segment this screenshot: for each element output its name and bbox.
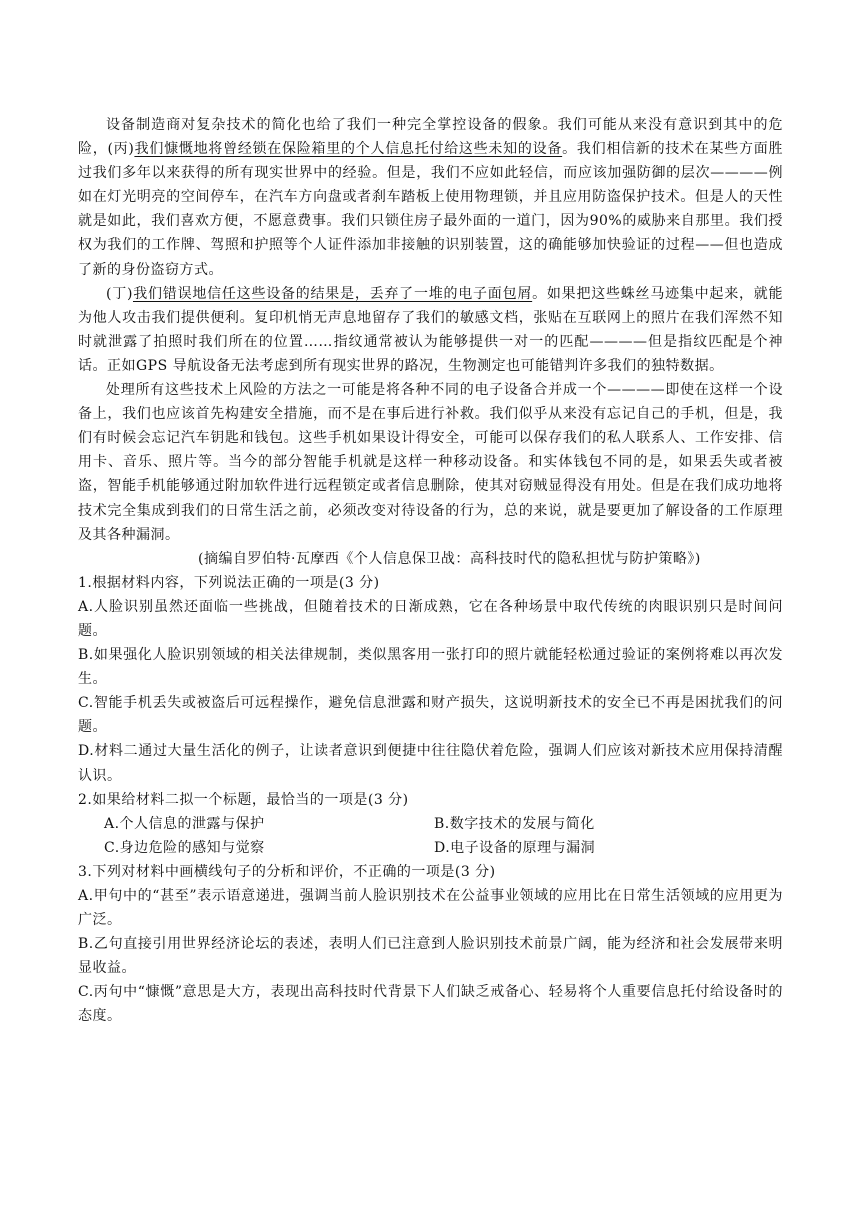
question-1-stem: 1.根据材料内容，下列说法正确的一项是(3 分) (78, 574, 380, 591)
paragraph-2-text-b: 。如果把这些蛛丝马迹集中起来，就能为他人攻击我们提供便利。复印机悄无声息地留存了我们的敏感文档，张贴在互联网上的照片在我们浑然不知时就泄露了拍照时我们所在的位置……指纹通常被认为能够提供一对一的匹配————但是指纹匹配是个神话。正如GPS 导航设备无法考虑到所有现实世界的路况，生物测定也可能错判许多我们的独特数据。 (78, 285, 784, 374)
question-2-options-row-1 (78, 812, 783, 836)
question-1-option-c: C.智能手机丢失或被盗后可远程操作，避免信息泄露和财产损失，这说明新技术的安全已不再是困扰我们的问题。 (78, 695, 783, 736)
paragraph-3: 处理所有这些技术上风险的方法之一可能是将各种不同的电子设备合并成一个————即使在这样一个设备上，我们也应该首先构建安全措施，而不是在事后进行补救。我们似乎从来没有忘记自己的手机，但是，我们有时候会忘记汽车钥匙和钱包。这些手机如果设计得安全，可能可以保存我们的私人联系人、工作安排、信用卡、音乐、照片等。当今的部分智能手机就是这样一种移动设备。和实体钱包不同的是，如果丢失或者被盗，智能手机能够通过附加软件进行远程锁定或者信息删除，使其对窃贼显得没有用处。但是在我们成功地将技术完全集成到我们的日常生活之前，必须改变对待设备的行为，总的来说，就是要更加了解设备的工作原理及其各种漏洞。 (78, 382, 783, 543)
paragraph-1-text-a: 设备制造商对复杂技术的简化也给了我们一种完全掌控设备的假象。我们可能从来没有意识到其中的危险， (78, 117, 783, 158)
paragraph-2 (78, 282, 783, 378)
underlined-sentence-bing: 我们慷慨地将曾经锁在保险箱里的个人信息托付给这些未知的设备 (134, 141, 563, 158)
question-2-option-a: A.个人信息的泄露与保护 (104, 815, 265, 832)
question-1-option-b: B.如果强化人脸识别领域的相关法律规制，类似黑客用一张打印的照片就能轻松通过验证的案例将难以再次发生。 (78, 647, 783, 688)
sentence-marker-bing: (丙) (107, 141, 135, 158)
sentence-marker-ding: (丁) (106, 285, 133, 302)
question-2-option-b: B.数字技术的发展与简化 (434, 815, 595, 832)
question-2-options-row-2 (78, 836, 783, 860)
question-1-option-a: A.人脸识别虽然还面临一些挑战，但随着技术的日渐成熟，它在各种场景中取代传统的肉眼识别只是时间问题。 (78, 598, 783, 639)
paragraph-1 (78, 113, 783, 282)
question-1-option-d: D.材料二通过大量生活化的例子，让读者意识到便捷中往往隐伏着危险，强调人们应该对新技术应用保持清醒认识。 (78, 743, 783, 784)
underlined-sentence-ding: 我们错误地信任这些设备的结果是，丢弃了一堆的电子面包屑 (132, 285, 533, 302)
question-3-option-a: A.甲句中的“甚至”表示语意递进，强调当前人脸识别技术在公益事业领域的应用比在日常生活领域的应用更为广泛。 (78, 888, 783, 929)
document-body (78, 113, 783, 1029)
paragraph-1-text-b: 。我们相信新的技术在某些方面胜过我们多年以来获得的所有现实世界中的经验。但是，我们不应如此轻信，而应该加强防御的层次————例如在灯光明亮的空间停车，在汽车方向盘或者刹车踏板上使用物理锁，并且应用防盗保护技术。但是人的天性就是如此，我们喜欢方便，不愿意费事。我们只锁住房子最外面的一道门，因为90%的威胁来自那里。我们授权为我们的工作牌、驾照和护照等个人证件添加非接触的识别装置，这的确能够加快验证的过程——但也造成了新的身份盗窃方式。 (78, 141, 783, 278)
source-citation: (摘编自罗伯特·瓦摩西《个人信息保卫战：高科技时代的隐私担忧与防护策略》) (198, 550, 701, 567)
question-3-option-c: C.丙句中“慷慨”意思是大方，表现出高科技时代背景下人们缺乏戒备心、轻易将个人重要信息托付给设备时的态度。 (78, 984, 783, 1025)
question-2-stem: 2.如果给材料二拟一个标题，最恰当的一项是(3 分) (78, 791, 409, 808)
question-2-option-c: C.身边危险的感知与觉察 (104, 839, 265, 856)
question-3-stem: 3.下列对材料中画横线句子的分析和评价，不正确的一项是(3 分) (78, 863, 496, 880)
question-2-option-d: D.电子设备的原理与漏洞 (434, 839, 596, 856)
question-3-option-b: B.乙句直接引用世界经济论坛的表述，表明人们已注意到人脸识别技术前景广阔，能为经济和社会发展带来明显收益。 (78, 936, 783, 977)
